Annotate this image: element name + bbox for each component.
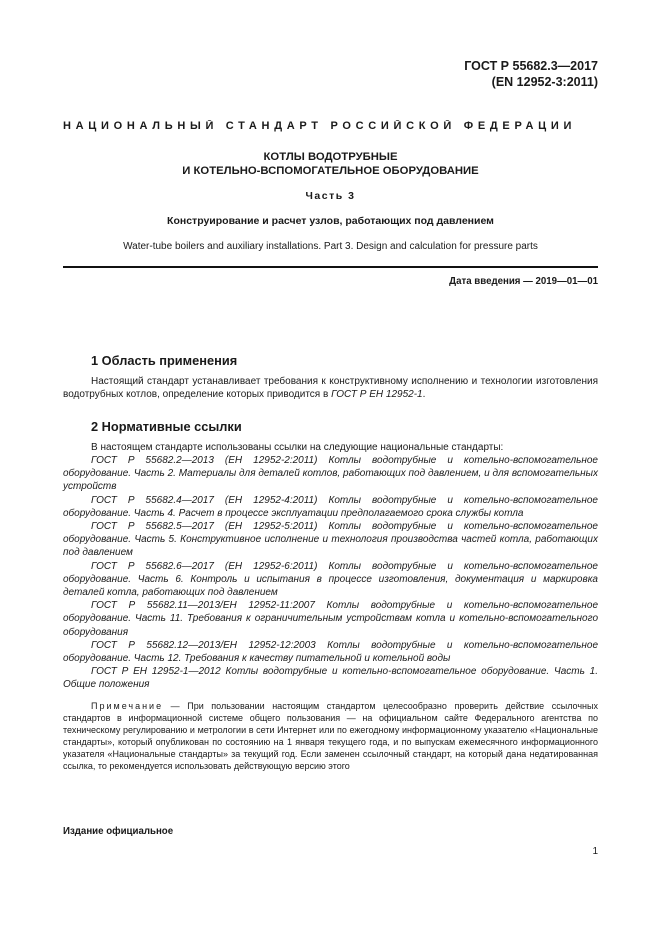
introduction-date: Дата введения — 2019—01—01	[449, 276, 598, 287]
section-1-text: Настоящий стандарт устанавливает требования к конструктивному исполнению и технологии изготовления водотрубных котлов, определение которых приводится в	[63, 376, 598, 401]
note-label: Примечание	[91, 700, 164, 711]
reference-item: ГОСТ Р 55682.4—2017 (ЕН 12952-4:2011) Котлы водотрубные и котельно-вспомогательное оборудование. Часть 4. Расчет в процессе эксплуатации предполагаемого срока службы котла	[63, 494, 598, 519]
document-body	[63, 354, 598, 772]
reference-item: ГОСТ Р 55682.6—2017 (ЕН 12952-6:2011) Котлы водотрубные и котельно-вспомогательное оборудование. Часть 6. Контроль и испытания в процессе изготовления, документация и маркировка деталей котла, работающих под давлением	[63, 560, 598, 599]
en-equivalent-code: (EN 12952-3:2011)	[491, 75, 598, 89]
note-text: — При пользовании настоящим стандартом целесообразно проверить действие ссылочных стандартов в информационной системе общего пользования — на официальном сайте Федерального агентства по техническому регулированию и метрологии в сети Интернет или по ежегодному информационному указателю «Национальные стандарты», который опубликован по состоянию на 1 января текущего года, и по выпускам ежемесячного информационного указателя «Национальные стандарты» за текущий год. Если заменен ссылочный стандарт, на который дана недатированная ссылка, то рекомендуется использовать действующую версию этого	[63, 700, 598, 771]
official-edition-label: Издание официальное	[63, 826, 174, 837]
title-line-2: И КОТЕЛЬНО-ВСПОМОГАТЕЛЬНОЕ ОБОРУДОВАНИЕ	[182, 165, 479, 177]
part-subtitle: Конструирование и расчет узлов, работающих под давлением	[167, 215, 494, 227]
title-line-1: КОТЛЫ ВОДОТРУБНЫЕ	[263, 151, 398, 163]
title-divider	[63, 266, 598, 268]
section-1-heading: 1 Область применения	[91, 353, 238, 368]
document-title	[63, 150, 598, 178]
reference-item: ГОСТ Р 55682.12—2013/ЕН 12952-12:2003 Котлы водотрубные и котельно-вспомогательное оборудование. Часть 12. Требования к качеству питательной и котельной воды	[63, 639, 598, 665]
part-number: Часть 3	[305, 190, 356, 202]
section-1-reference: ГОСТ Р ЕН 12952-1	[331, 389, 423, 401]
page-number: 1	[592, 846, 598, 857]
section-2-intro: В настоящем стандарте использованы ссылки на следующие национальные стандарты:	[91, 441, 504, 453]
document-code-block	[464, 58, 598, 90]
national-standard-banner: НАЦИОНАЛЬНЫЙ СТАНДАРТ РОССИЙСКОЙ ФЕДЕРАЦИИ	[63, 120, 577, 132]
reference-item: ГОСТ Р 55682.5—2017 (ЕН 12952-5:2011) Котлы водотрубные и котельно-вспомогательное оборудование. Часть 5. Конструктивное исполнение и технология производства частей котла, работающих под давлением	[63, 521, 598, 559]
standard-code: ГОСТ Р 55682.3—2017	[464, 59, 598, 73]
note-paragraph	[63, 700, 598, 772]
reference-item: ГОСТ Р 55682.2—2013 (ЕН 12952-2:2011) Котлы водотрубные и котельно-вспомогательное оборудование. Часть 2. Материалы для деталей котлов, работающих под давлением, и для вспомогательных устройств	[63, 455, 598, 493]
section-2-heading: 2 Нормативные ссылки	[91, 418, 242, 434]
reference-item: ГОСТ Р 55682.11—2013/ЕН 12952-11:2007 Котлы водотрубные и котельно-вспомогательное оборудование. Часть 11. Требования к ограничительным устройствам котла и котельно-вспомогательного оборудования	[63, 600, 598, 638]
reference-item: ГОСТ Р ЕН 12952-1—2012 Котлы водотрубные и котельно-вспомогательное оборудование. Часть 1. Общие положения	[63, 666, 598, 691]
english-title: Water-tube boilers and auxiliary installations. Part 3. Design and calculation for pressure parts	[123, 241, 538, 252]
section-1-paragraph	[63, 375, 598, 401]
section-1-text-end: .	[422, 389, 426, 401]
